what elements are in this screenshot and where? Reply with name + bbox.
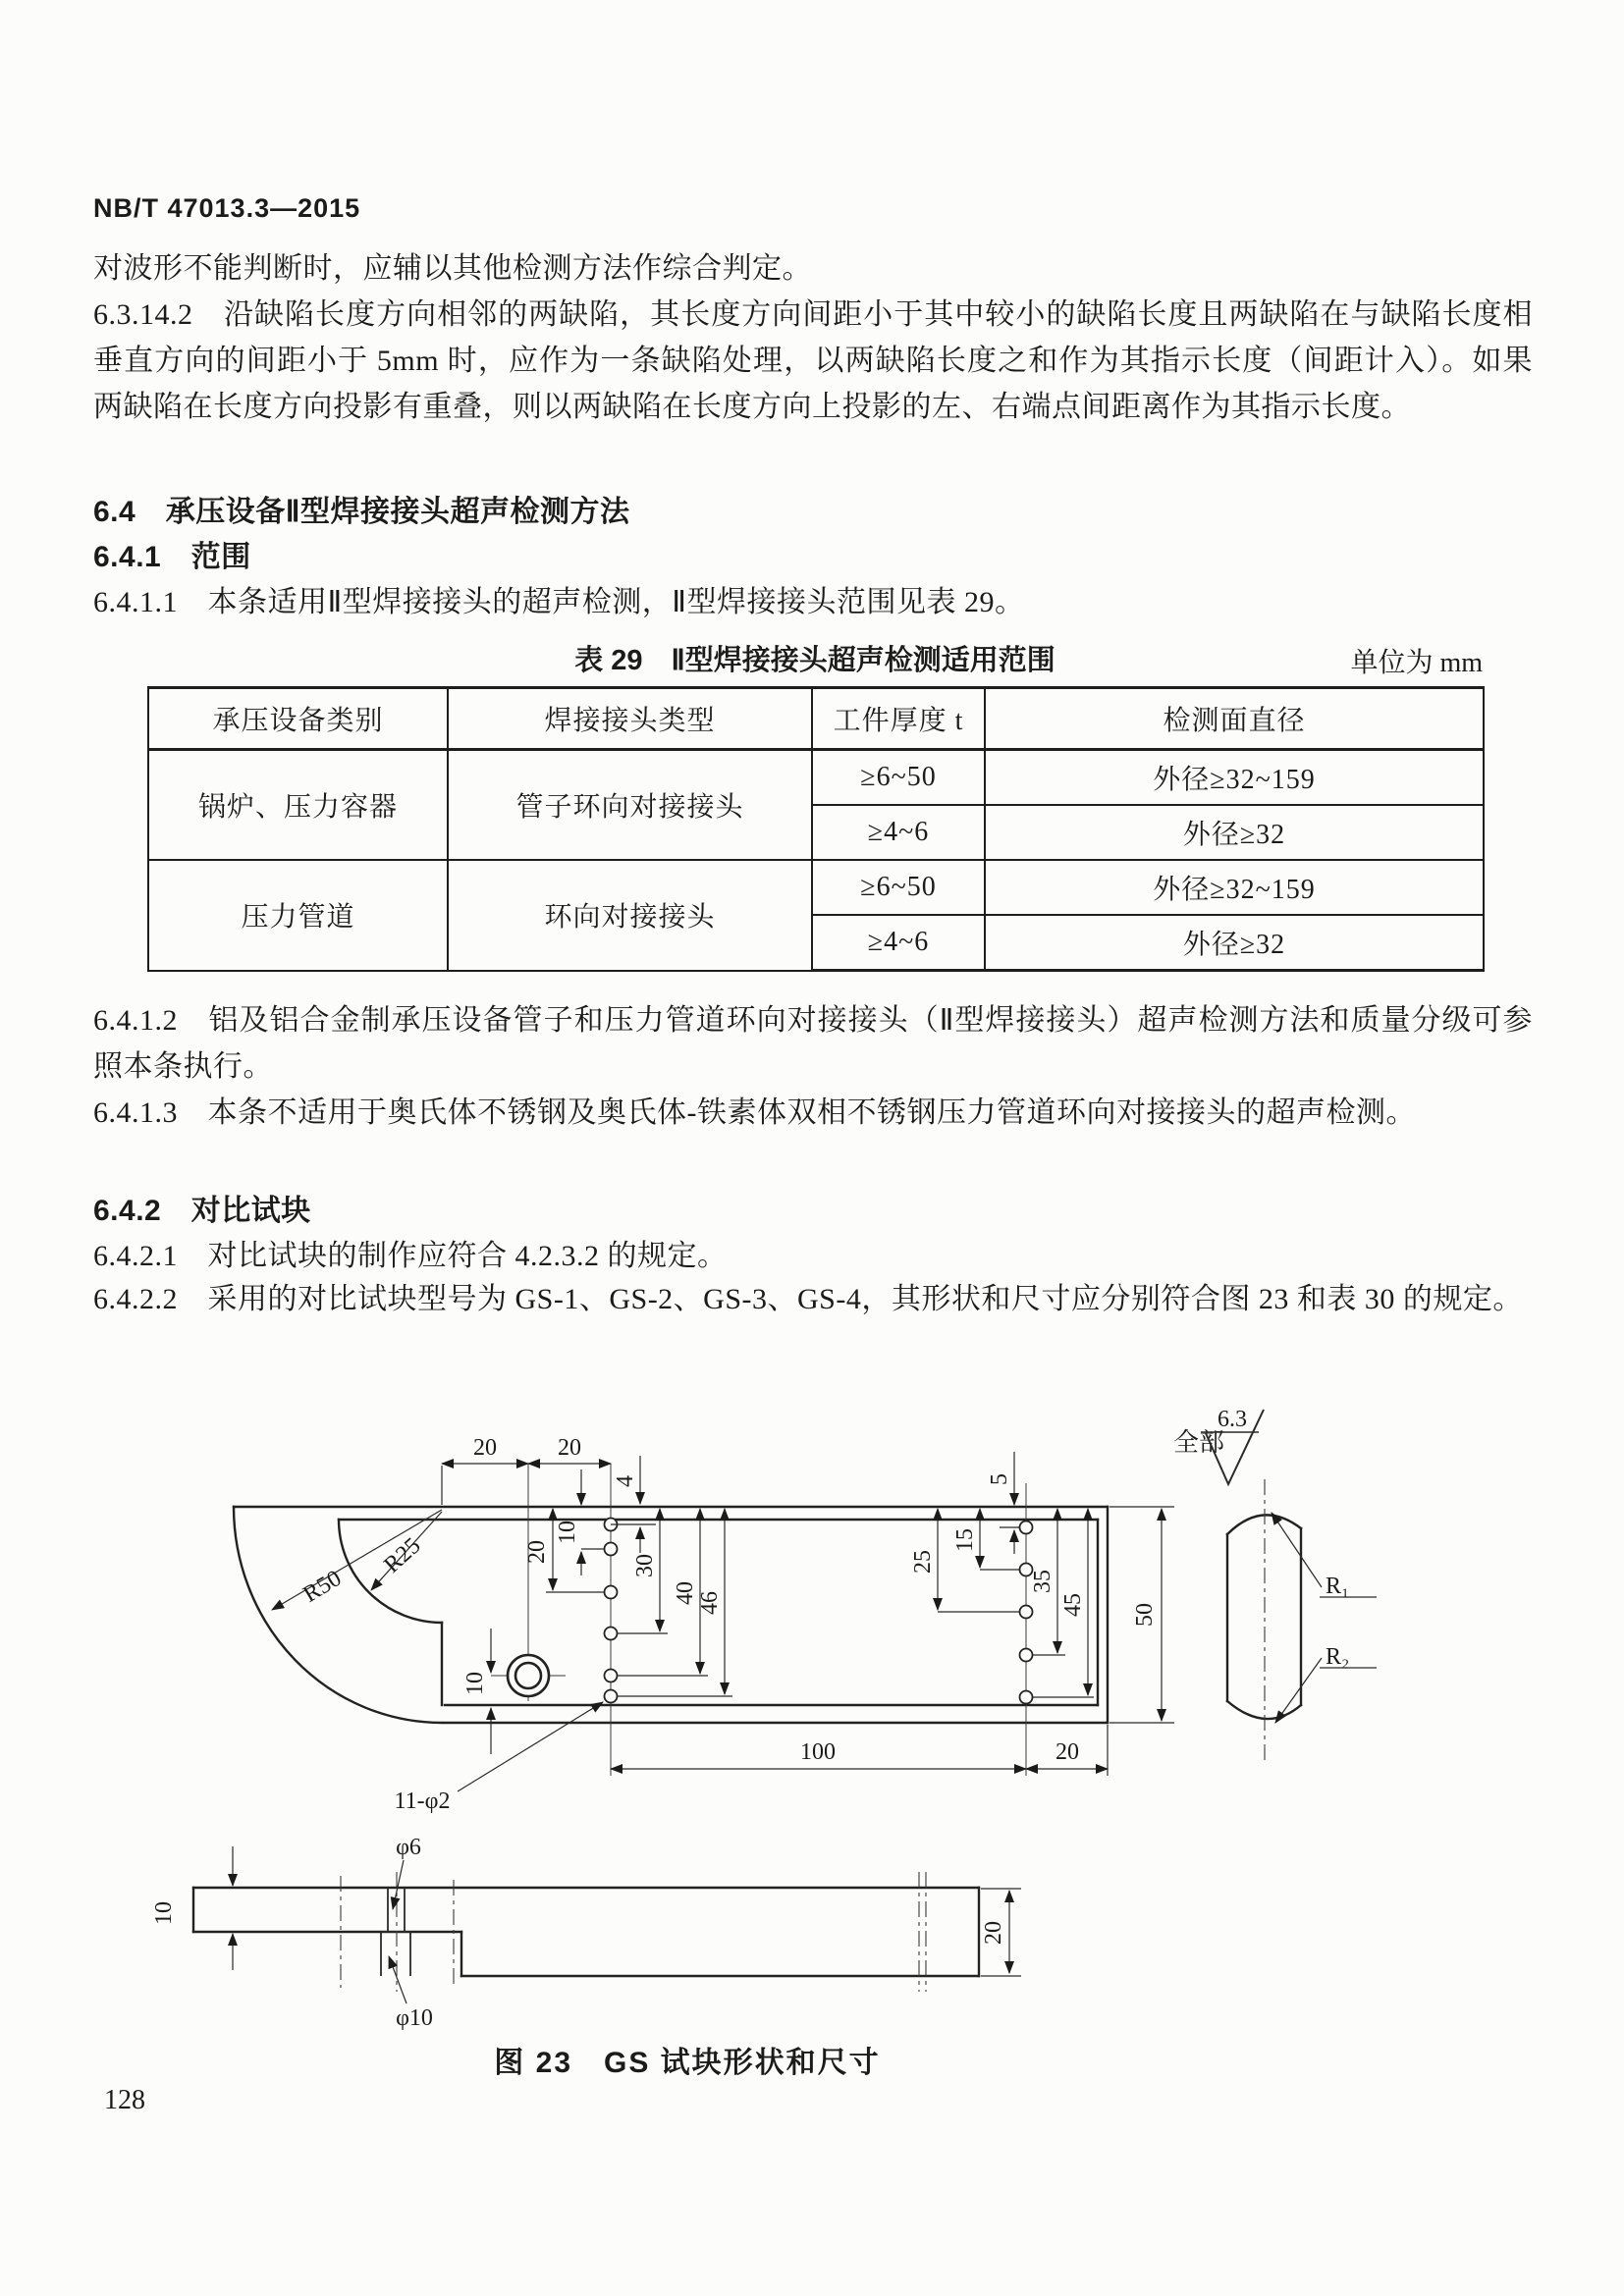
table-cell-diameter: 外径≥32~159: [985, 860, 1484, 915]
dim-30-label: 30: [632, 1554, 658, 1577]
dim-100-label: 100: [800, 1739, 836, 1765]
table-cell-thickness: ≥4~6: [812, 805, 985, 860]
dim-top-left-label: 20: [473, 1435, 497, 1461]
dim-5-label: 5: [987, 1473, 1012, 1485]
r1-label: R₁: [1326, 1574, 1350, 1599]
paragraph-6-4-1-3: 6.4.1.3 本条不适用于奥氏体不锈钢及奥氏体-铁素体双相不锈钢压力管道环向对接接头的超声检测。: [93, 1096, 1416, 1129]
standard-code: NB/T 47013.3—2015: [93, 193, 361, 223]
paragraph-6-4-1-2: 6.4.1.2 铝及铝合金制承压设备管子和压力管道环向对接接头（Ⅱ型焊接接头）超声检测方法和质量分级可参照本条执行。: [93, 1004, 1533, 1083]
table-29: [147, 686, 1485, 972]
table-29-title: 表 29 Ⅱ型焊接接头超声检测适用范围: [574, 645, 1056, 676]
dim-10-hole-label: 10: [462, 1672, 488, 1695]
r50-label: R50: [298, 1565, 347, 1608]
figure-caption: 图 23 GS 试块形状和尺寸: [494, 2047, 881, 2079]
dim-35-label: 35: [1030, 1570, 1056, 1593]
dim-10-left-label: 10: [555, 1521, 580, 1544]
dim-15-label: 15: [952, 1528, 978, 1552]
counterbore-hole: [508, 1655, 549, 1696]
table-cell-thickness: ≥6~50: [812, 750, 985, 806]
table-cell-category-piping: 压力管道: [148, 860, 448, 971]
bottom-dim-10-label: 10: [151, 1901, 177, 1925]
main-view-dimensions: [272, 1435, 1174, 1814]
table-cell-joint-pipe-girth: 管子环向对接接头: [448, 750, 812, 860]
dim-25-label: 25: [910, 1550, 936, 1574]
dim-20-bottom-label: 20: [1056, 1739, 1079, 1765]
table-header-diameter: 检测面直径: [985, 688, 1484, 750]
table-cell-diameter: 外径≥32: [985, 915, 1484, 971]
figure-23-drawing: [98, 1369, 1453, 2037]
dim-50-label: 50: [1132, 1603, 1158, 1627]
all-over-label: 全部: [1173, 1428, 1225, 1457]
heading-6-4-2: 6.4.2 对比试块: [93, 1195, 311, 1227]
table-cell-thickness: ≥4~6: [812, 915, 985, 971]
dim-45-label: 45: [1060, 1593, 1086, 1617]
paragraph-6-4-2-1: 6.4.2.1 对比试块的制作应符合 4.2.3.2 的规定。: [93, 1240, 728, 1272]
table-cell-diameter: 外径≥32~159: [985, 750, 1484, 806]
dim-20-left-label: 20: [524, 1540, 550, 1564]
paragraph-6-3-14-2: 6.3.14.2 沿缺陷长度方向相邻的两缺陷，其长度方向间距小于其中较小的缺陷长度且两缺陷在与缺陷长度相垂直方向的间距小于 5mm 时，应作为一条缺陷处理，以两缺陷长度之和作为其指示长度（间距计入）。如果两缺陷在长度方向投影有重叠，则以两缺陷在长度方向上投影的左、右端点间距离作为其指示长度。: [93, 298, 1533, 423]
holes-note-label: 11-φ2: [394, 1789, 451, 1814]
dim-40-label: 40: [673, 1581, 698, 1605]
bottom-dim-20-label: 20: [981, 1921, 1006, 1945]
phi10-label: φ10: [396, 2005, 433, 2031]
dim-4-label: 4: [613, 1475, 638, 1487]
table-29-unit: 单位为 mm: [1350, 648, 1483, 678]
heading-6-4: 6.4 承压设备Ⅱ型焊接接头超声检测方法: [93, 496, 630, 528]
paragraph-6-4-1-1: 6.4.1.1 本条适用Ⅱ型焊接接头的超声检测，Ⅱ型焊接接头范围见表 29。: [93, 586, 1025, 618]
paragraph-6-4-2-2: 6.4.2.2 采用的对比试块型号为 GS-1、GS-2、GS-3、GS-4，其形状和尺寸应分别符合图 23 和表 30 的规定。: [93, 1283, 1523, 1315]
table-header-joint-type: 焊接接头类型: [448, 688, 812, 750]
bottom-view: [151, 1835, 1021, 2031]
page-number: 128: [104, 2085, 145, 2115]
roughness-value: 6.3: [1218, 1407, 1247, 1432]
phi6-label: φ6: [396, 1835, 421, 1860]
table-cell-thickness: ≥6~50: [812, 860, 985, 915]
dim-46-label: 46: [697, 1591, 723, 1615]
table-header-thickness: 工件厚度 t: [812, 688, 985, 750]
heading-6-4-1: 6.4.1 范围: [93, 541, 251, 573]
r2-label: R₂: [1326, 1644, 1350, 1670]
table-cell-diameter: 外径≥32: [985, 805, 1484, 860]
paragraph-intro: 对波形不能判断时，应辅以其他检测方法作综合判定。: [93, 252, 812, 285]
side-view: [1227, 1479, 1377, 1760]
table-cell-joint-girth: 环向对接接头: [448, 860, 812, 971]
surface-roughness-note: [1173, 1407, 1264, 1484]
main-view-centerlines: [491, 1464, 1026, 1776]
dim-top-right-label: 20: [558, 1435, 581, 1461]
r25-label: R25: [379, 1532, 426, 1578]
table-header-category: 承压设备类别: [148, 688, 448, 750]
table-cell-category-boiler: 锅炉、压力容器: [148, 750, 448, 860]
